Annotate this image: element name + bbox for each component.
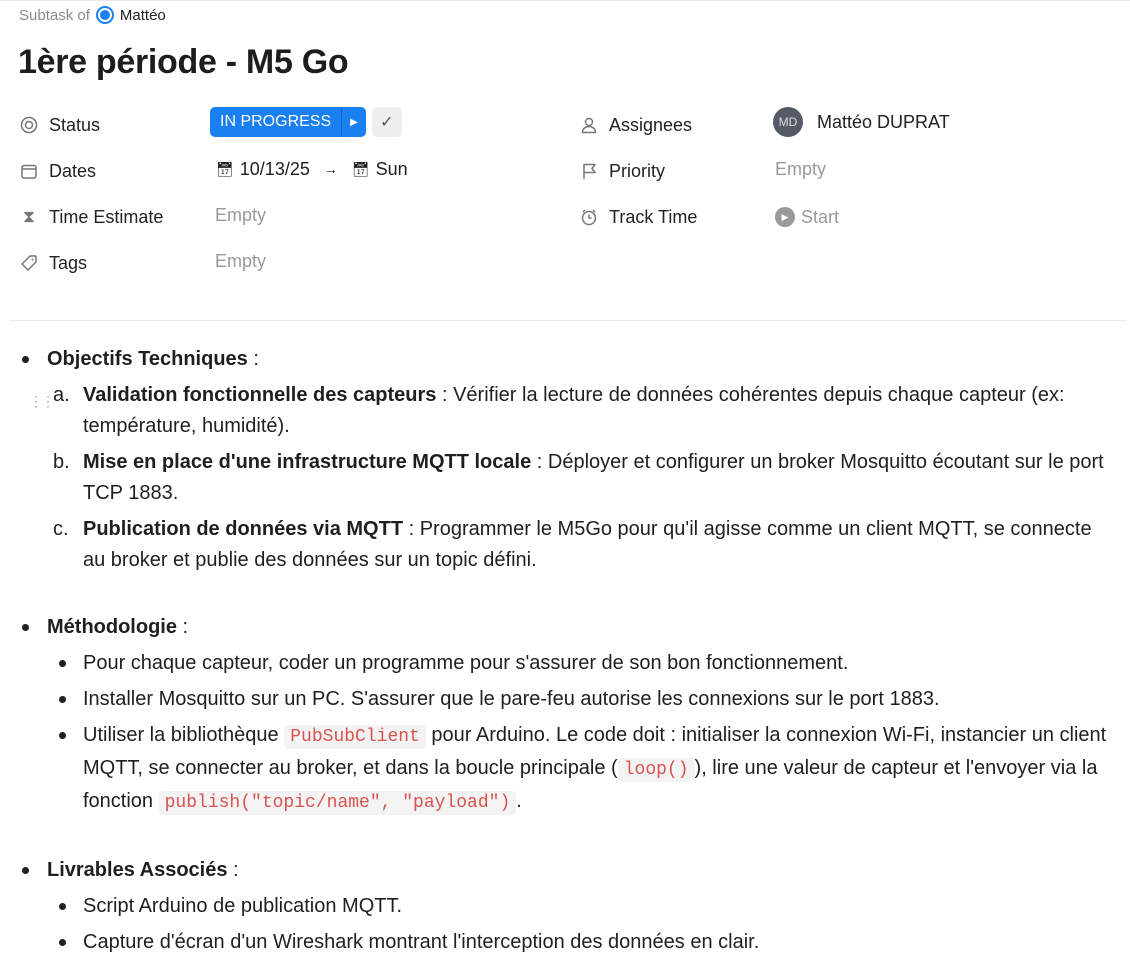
- list-item: ⋮⋮ a. Validation fonctionnelle des capteurs : Vérifier la lecture de données cohérentes depuis chaque capteur (ex: température, humidité).: [29, 384, 1065, 437]
- breadcrumb: [19, 6, 166, 24]
- calendar-icon: [19, 161, 39, 181]
- status-property: [19, 110, 100, 140]
- breadcrumb-prefix: Subtask of: [19, 6, 90, 24]
- list-item: Script Arduino de publication MQTT.: [0, 891, 1130, 922]
- start-timer-button[interactable]: [775, 202, 839, 232]
- status-icon: [19, 115, 39, 135]
- status-label: Status: [49, 114, 101, 135]
- divider: [10, 320, 1126, 321]
- priority-value[interactable]: Empty: [775, 158, 827, 179]
- parent-task-link[interactable]: Mattéo: [119, 6, 166, 24]
- list-item: c. Publication de données via MQTT : Programmer le M5Go pour qu'il agisse comme un client MQTT, se connecte au broker et publie des données sur un topic défini.: [53, 518, 1092, 571]
- status-circle-icon: [96, 6, 114, 24]
- drag-handle-icon[interactable]: ⋮⋮: [29, 393, 53, 409]
- assignee[interactable]: [773, 107, 950, 137]
- dates-value[interactable]: [216, 154, 408, 184]
- time-estimate-value[interactable]: Empty: [215, 204, 267, 225]
- priority-property: [579, 156, 665, 186]
- assignees-property: [579, 110, 692, 140]
- avatar: MD: [773, 107, 803, 137]
- person-icon: [579, 115, 599, 135]
- list-item: Objectifs Techniques :: [0, 344, 1130, 375]
- tag-icon: [19, 253, 39, 273]
- time-estimate-label: Time Estimate: [49, 206, 164, 227]
- due-date-calendar-icon: 📅︎: [351, 160, 370, 177]
- start-date-calendar-icon: 📅︎: [216, 160, 234, 177]
- status-value[interactable]: IN PROGRESS: [220, 113, 332, 130]
- inline-code: publish("topic/name", "payload"): [159, 791, 517, 815]
- start-timer-label: Start: [801, 206, 840, 227]
- status-button[interactable]: [210, 107, 366, 137]
- list-item: Capture d'écran d'un Wireshark montrant l'interception des données en clair.: [0, 927, 1130, 958]
- tags-value[interactable]: Empty: [215, 250, 267, 271]
- page-title[interactable]: 1ère période - M5 Go: [18, 43, 349, 81]
- tags-property: [19, 248, 87, 278]
- task-description[interactable]: [0, 344, 1130, 963]
- dates-property: [19, 156, 96, 186]
- priority-label: Priority: [609, 160, 666, 181]
- stopwatch-icon: [579, 207, 599, 227]
- assignee-name: Mattéo DUPRAT: [817, 111, 950, 132]
- start-date[interactable]: 10/13/25: [239, 158, 310, 179]
- inline-code: PubSubClient: [284, 725, 426, 749]
- due-date[interactable]: Sun: [375, 158, 408, 179]
- date-arrow-icon: →: [323, 161, 338, 177]
- dates-label: Dates: [49, 160, 97, 181]
- list-item: Utiliser la bibliothèque PubSubClient pour Arduino. Le code doit : initialiser la connexion Wi-Fi, instancier un client MQTT, se connecter au broker, et dans la boucle principale ( loop() ), lire une valeur de capteur et l'envoyer via la fonction publish("topic/name", "payload") .: [0, 720, 1130, 819]
- track-time-property: [579, 202, 697, 232]
- next-status-icon[interactable]: ▶: [341, 107, 366, 137]
- complete-check-button[interactable]: ✓: [372, 107, 402, 137]
- list-item: Installer Mosquitto sur un PC. S'assurer que le pare-feu autorise les connexions sur le port 1883.: [0, 684, 1130, 715]
- tags-label: Tags: [49, 252, 88, 273]
- flag-icon: [579, 161, 599, 181]
- time-estimate-property: [19, 202, 163, 232]
- hourglass-icon: ⧗: [23, 207, 35, 226]
- list-item: Pour chaque capteur, coder un programme pour s'assurer de son bon fonctionnement.: [0, 648, 1130, 679]
- assignees-label: Assignees: [609, 114, 693, 135]
- track-time-label: Track Time: [609, 206, 698, 227]
- list-item: b. Mise en place d'une infrastructure MQTT locale : Déployer et configurer un broker Mosquitto écoutant sur le port TCP 1883.: [53, 451, 1104, 504]
- play-icon: ▶: [775, 207, 795, 227]
- list-item: Livrables Associés :: [0, 855, 1130, 886]
- list-item: Méthodologie :: [0, 612, 1130, 643]
- inline-code: loop(): [618, 758, 695, 782]
